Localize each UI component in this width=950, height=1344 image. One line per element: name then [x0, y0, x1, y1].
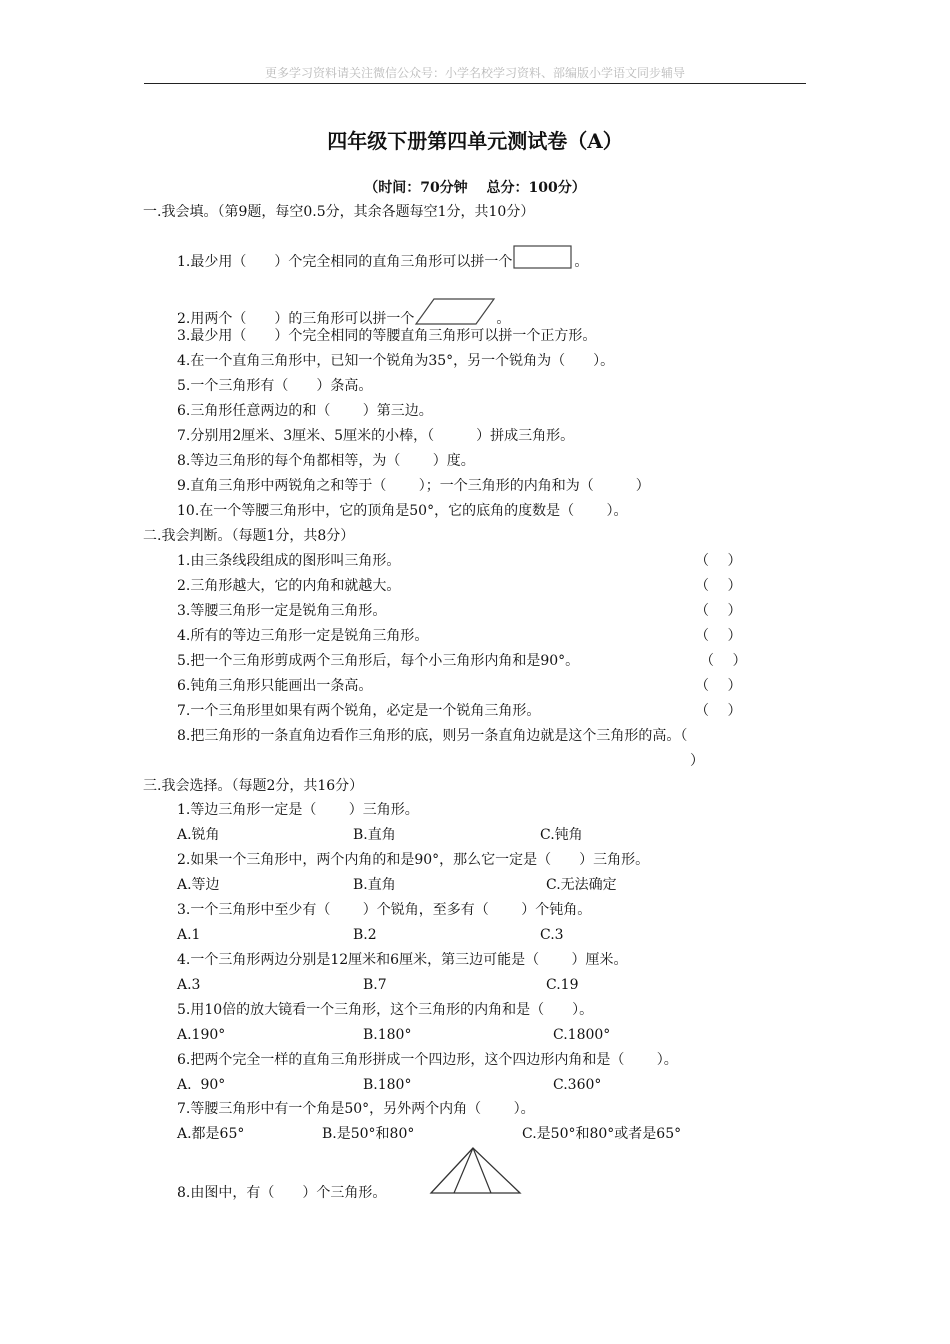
s2-item-8: 8.把三角形的一条直角边看作三角形的底，则另一条直角边就是这个三角形的高。（	[177, 728, 688, 744]
s3-q7-option-c: C.是50°和80°或者是65°	[522, 1126, 682, 1142]
s2-answer-paren-7: （ ）	[695, 703, 742, 719]
s2-item-2: 2.三角形越大，它的内角和就越大。	[177, 578, 401, 594]
s3-q3-option-c: C.3	[540, 927, 564, 943]
s3-q7-option-a: A.都是65°	[177, 1126, 245, 1142]
s2-item-1: 1.由三条线段组成的图形叫三角形。	[177, 553, 401, 569]
s1-question-6: 6.三角形任意两边的和（ ）第三边。	[177, 403, 433, 419]
s1-question-10: 10.在一个等腰三角形中，它的顶角是50°，它的底角的度数是（ ）。	[177, 503, 628, 519]
s1-question-1: 1.最少用（ ）个完全相同的直角三角形可以拼一个 。	[177, 244, 588, 272]
s2-answer-paren-2: （ ）	[695, 578, 742, 594]
s2-item-6: 6.钝角三角形只能画出一条高。	[177, 678, 373, 694]
s3-q3-stem: 3.一个三角形中至少有（ ）个锐角，至多有（ ）个钝角。	[177, 902, 592, 918]
s1-question-8: 8.等边三角形的每个角都相等，为（ ）度。	[177, 453, 475, 469]
s2-item-8-close-paren: ）	[690, 753, 704, 769]
parallelogram-figure	[414, 297, 496, 327]
s2-answer-paren-4: （ ）	[695, 628, 742, 644]
s3-q7-option-b: B.是50°和80°	[322, 1126, 415, 1142]
s3-q5-stem: 5.用10倍的放大镜看一个三角形，这个三角形的内角和是（ ）。	[177, 1002, 594, 1018]
s2-item-4: 4.所有的等边三角形一定是锐角三角形。	[177, 628, 429, 644]
s3-q3-option-a: A.1	[177, 927, 201, 943]
s3-q6-stem: 6.把两个完全一样的直角三角形拼成一个四边形，这个四边形内角和是（ ）。	[177, 1052, 678, 1068]
s3-q1-option-a: A.锐角	[177, 827, 220, 843]
s3-q4-option-c: C.19	[546, 977, 579, 993]
s1-question-7: 7.分别用2厘米、3厘米、5厘米的小棒，（ ）拼成三角形。	[177, 428, 575, 444]
s3-q2-stem: 2.如果一个三角形中，两个内角的和是90°，那么它一定是（ ）三角形。	[177, 852, 650, 868]
s3-q6-option-b: B.180°	[363, 1077, 412, 1093]
s3-q1-option-b: B.直角	[353, 827, 396, 843]
rectangle-figure	[512, 244, 574, 272]
s3-q7-stem: 7.等腰三角形中有一个角是50°，另外两个内角（ ）。	[177, 1101, 535, 1117]
section3-heading: 三.我会选择。（每题2分，共16分）	[143, 778, 364, 794]
s3-q1-stem: 1.等边三角形一定是（ ）三角形。	[177, 802, 419, 818]
s1-question-4: 4.在一个直角三角形中，已知一个锐角为35°，另一个锐角为（ ）。	[177, 353, 615, 369]
s3-q2-option-a: A.等边	[177, 877, 220, 893]
s3-q6-option-a: A. 90°	[177, 1077, 226, 1093]
triangle-count-figure	[428, 1145, 524, 1197]
s3-q6-option-c: C.360°	[553, 1077, 602, 1093]
s3-q5-option-c: C.1800°	[553, 1027, 611, 1043]
s2-answer-paren-5: （ ）	[700, 653, 747, 669]
s2-answer-paren-1: （ ）	[695, 553, 742, 569]
s3-q5-option-a: A.190°	[177, 1027, 226, 1043]
s3-q4-option-b: B.7	[363, 977, 387, 993]
s3-q4-option-a: A.3	[177, 977, 201, 993]
s3-q8-stem: 8.由图中，有（ ）个三角形。	[177, 1185, 387, 1201]
s3-q3-option-b: B.2	[353, 927, 377, 943]
s2-item-5: 5.把一个三角形剪成两个三角形后，每个小三角形内角和是90°。	[177, 653, 580, 669]
s1-question-5: 5.一个三角形有（ ）条高。	[177, 378, 373, 394]
s2-item-7: 7.一个三角形里如果有两个锐角，必定是一个锐角三角形。	[177, 703, 541, 719]
s1-question-3: 3.最少用（ ）个完全相同的等腰直角三角形可以拼一个正方形。	[177, 328, 597, 344]
s1-question-2: 2.用两个（ ）的三角形可以拼一个 。	[177, 297, 510, 328]
page-title: 四年级下册第四单元测试卷（A）	[327, 129, 623, 153]
s3-q4-stem: 4.一个三角形两边分别是12厘米和6厘米，第三边可能是（ ）厘米。	[177, 952, 628, 968]
section1-heading: 一.我会填。（第9题，每空0.5分，其余各题每空1分，共10分）	[143, 204, 535, 220]
header-note: 更多学习资料请关注微信公众号：小学名校学习资料、部编版小学语文同步辅导	[264, 66, 685, 80]
s2-answer-paren-6: （ ）	[695, 678, 742, 694]
s3-q2-option-c: C.无法确定	[546, 877, 617, 893]
page-subtitle: （时间：70分钟 总分：100分）	[364, 180, 586, 196]
s3-q2-option-b: B.直角	[353, 877, 396, 893]
s1-question-9: 9.直角三角形中两锐角之和等于（ ）；一个三角形的内角和为（ ）	[177, 478, 650, 494]
s3-q1-option-c: C.钝角	[540, 827, 583, 843]
s3-q5-option-b: B.180°	[363, 1027, 412, 1043]
section2-heading: 二.我会判断。（每题1分，共8分）	[143, 528, 355, 544]
header-rule	[144, 83, 806, 84]
s2-item-3: 3.等腰三角形一定是锐角三角形。	[177, 603, 387, 619]
s2-answer-paren-3: （ ）	[695, 603, 742, 619]
